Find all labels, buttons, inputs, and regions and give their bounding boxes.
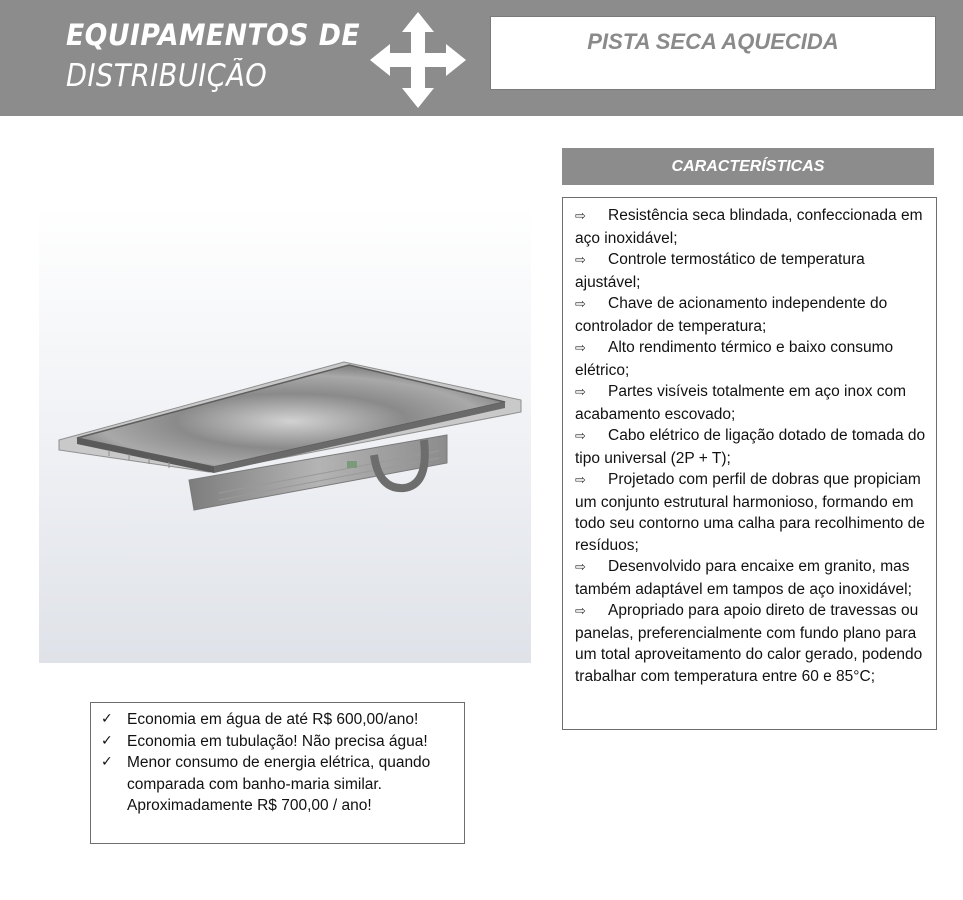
list-item — [575, 293, 928, 337]
list-item-text: Partes visíveis totalmente em aço inox com acabamento escovado; — [575, 383, 907, 423]
list-item — [575, 249, 928, 293]
list-item — [575, 469, 928, 556]
list-item-text: Resistência seca blindada, confeccionada em aço inoxidável; — [575, 207, 923, 247]
list-item — [575, 600, 928, 687]
product-title: PISTA SECA AQUECIDA — [587, 29, 839, 54]
list-item-text: Menor consumo de energia elétrica, quando comparada com banho-maria similar. Aproximadamente R$ 700,00 / ano! — [127, 754, 431, 814]
list-item-text: Cabo elétrico de ligação dotado de tomada do tipo universal (2P + T); — [575, 427, 926, 467]
brand-title-line1: EQUIPAMENTOS DE — [66, 18, 361, 52]
right-arrow-icon: ⇨ — [575, 341, 586, 356]
four-way-arrow-icon — [370, 12, 466, 108]
list-item-text: Alto rendimento térmico e baixo consumo elétrico; — [575, 339, 894, 379]
right-arrow-icon: ⇨ — [575, 209, 586, 224]
list-item — [575, 337, 928, 381]
benefits-list — [90, 702, 465, 844]
list-item — [575, 425, 928, 469]
list-item-text: Desenvolvido para encaixe em granito, mas também adaptável em tampos de aço inoxidável; — [575, 558, 912, 598]
characteristics-header: CARACTERÍSTICAS — [562, 148, 934, 185]
list-item-text: Economia em tubulação! Não precisa água! — [127, 732, 428, 750]
list-item-text: Controle termostático de temperatura ajustável; — [575, 251, 865, 291]
list-item — [575, 556, 928, 600]
brand-title-line2: DISTRIBUIÇÃO — [66, 58, 268, 94]
product-image — [39, 205, 531, 663]
list-item-text: Chave de acionamento independente do controlador de temperatura; — [575, 295, 888, 335]
product-title-box — [490, 16, 936, 90]
check-icon: ✓ — [101, 754, 113, 770]
list-item — [101, 731, 454, 753]
right-arrow-icon: ⇨ — [575, 560, 586, 575]
right-arrow-icon: ⇨ — [575, 473, 586, 488]
right-arrow-icon: ⇨ — [575, 604, 586, 619]
right-arrow-icon: ⇨ — [575, 253, 586, 268]
list-item-text: Apropriado para apoio direto de travessas ou panelas, preferencialmente com fundo plano para um total aproveitamento do calor gerado, podendo trabalhar com temperatura entre 60 e 85°C; — [575, 602, 923, 685]
list-item — [575, 381, 928, 425]
right-arrow-icon: ⇨ — [575, 297, 586, 312]
right-arrow-icon: ⇨ — [575, 429, 586, 444]
list-item-text: Economia em água de até R$ 600,00/ano! — [127, 711, 419, 728]
list-item — [101, 709, 454, 731]
check-icon: ✓ — [101, 732, 113, 749]
list-item-text: Projetado com perfil de dobras que propiciam um conjunto estrutural harmonioso, formando em todo seu contorno uma calha para recolhimento de resíduos; — [575, 471, 925, 554]
characteristics-list — [562, 197, 937, 730]
check-icon: ✓ — [101, 711, 113, 727]
list-item — [575, 205, 928, 249]
list-item — [101, 752, 454, 817]
page-header — [0, 0, 963, 116]
right-arrow-icon: ⇨ — [575, 385, 586, 400]
